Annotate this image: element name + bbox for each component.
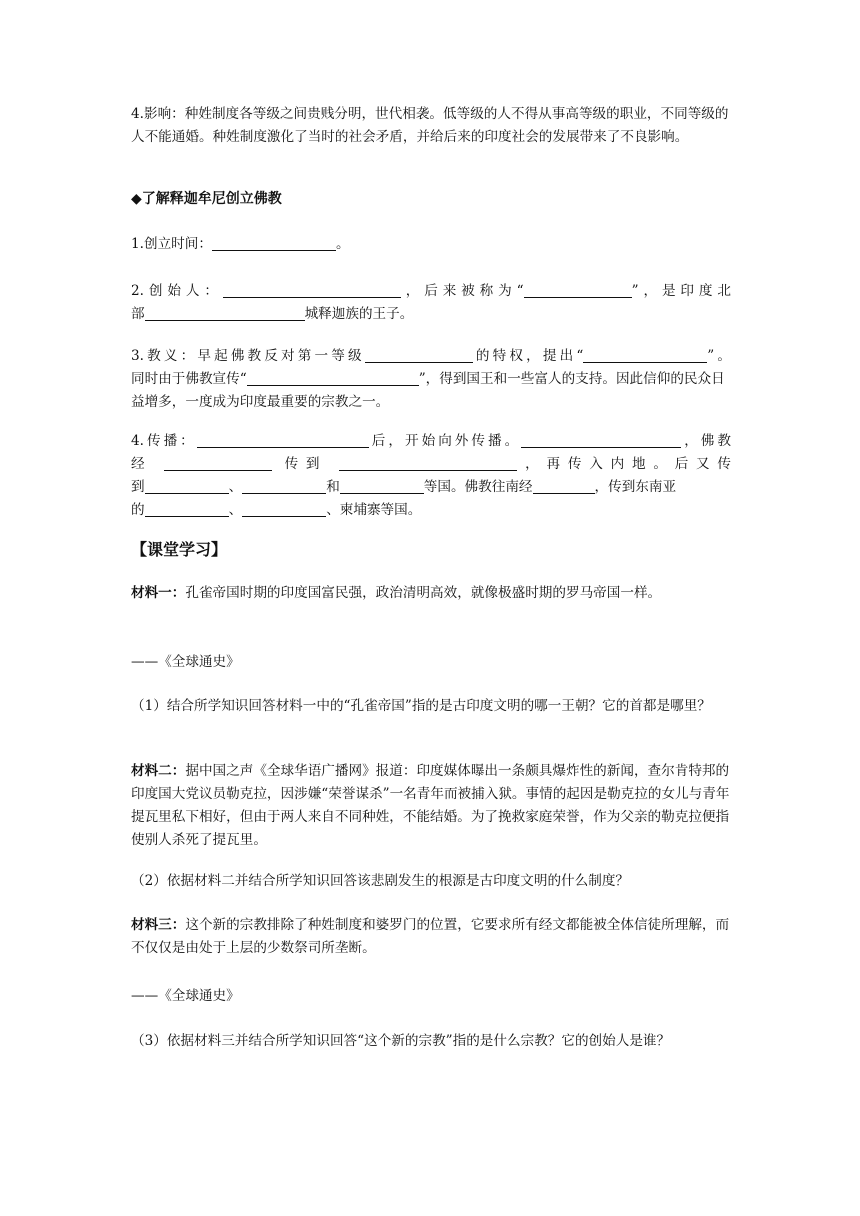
q4-text-n: 、柬埔寨等国。 — [326, 502, 422, 518]
q4-spread — [131, 430, 731, 522]
q4-text-c: ，佛教 — [681, 433, 732, 449]
q4-text-a: 4.传播： — [131, 433, 197, 449]
q2-text-a: 2.创始人： — [131, 283, 223, 299]
material-1 — [131, 582, 731, 605]
material-2 — [131, 760, 731, 852]
material-3-text: 这个新的宗教排除了种姓制度和婆罗门的位置，它要求所有经文都能被全体信徒所理解，而不仅仅是由处于上层的少数祭司所垄断。 — [131, 917, 730, 956]
q2-text-d: 部 — [131, 306, 145, 322]
q4-text-f: ，再传入内地。后又传 — [517, 456, 732, 472]
q4-text-g: 到 — [131, 479, 145, 495]
country-blank-3[interactable] — [340, 477, 424, 494]
founding-time-blank[interactable] — [212, 234, 336, 251]
spread-start-blank[interactable] — [197, 431, 369, 448]
q2-text-b: ，后来被称为“ — [400, 283, 524, 299]
material-1-text: 孔雀帝国时期的印度国富民强，政治清明高效，就像极盛时期的罗马帝国一样。 — [185, 585, 662, 601]
founder-title-blank[interactable] — [524, 281, 632, 298]
q3-text-c: ”。 — [707, 348, 731, 364]
q4-text-l: 的 — [131, 502, 145, 518]
q4-line-1 — [131, 430, 731, 453]
country-blank-2[interactable] — [242, 477, 326, 494]
question-2: （2）依据材料二并结合所学知识回答该悲剧发生的根源是古印度文明的什么制度？ — [131, 873, 630, 889]
q3-line-1 — [131, 345, 731, 368]
q4-line-3 — [131, 476, 731, 499]
buddhism-heading: ◆了解释迦牟尼创立佛教 — [131, 191, 282, 207]
question-3: （3）依据材料三并结合所学知识回答“这个新的宗教”指的是什么宗教？它的创始人是谁？ — [131, 1033, 671, 1049]
q2-line-2 — [131, 303, 731, 326]
q4-text-e: 传到 — [284, 456, 328, 472]
q2-text-c: ”，是印度北 — [631, 283, 731, 299]
q1-prefix: 1.创立时间： — [131, 236, 212, 252]
doctrine-blank[interactable] — [583, 346, 707, 363]
material-1-source: ——《全球通史》 — [131, 654, 240, 670]
sea-country-blank-1[interactable] — [145, 500, 229, 517]
q4-text-m: 、 — [228, 502, 243, 518]
q3-text-e: ”，得到国王和一些富人的支持。因此信仰的民众日益增多，一度成为印度最重要的宗教之一。 — [131, 371, 725, 410]
material-2-text: 据中国之声《全球华语广播网》报道：印度媒体曝出一条颇具爆炸性的新闻，查尔肯特邦的印度国大党议员勒克拉，因涉嫌“荣誉谋杀”一名青年而被捕入狱。事情的起因是勒克拉的女儿与青年提瓦里私下相好，但由于两人来自不同种姓，不能结婚。为了挽救家庭荣誉，作为父亲的勒克拉便指使别人杀死了提瓦里。 — [131, 763, 730, 848]
preaching-blank[interactable] — [247, 369, 419, 386]
q1-founding-time — [131, 233, 731, 256]
q4-text-h: 、 — [228, 479, 243, 495]
q4-text-b: 后，开始向外传播。 — [368, 433, 522, 449]
material-3-source: ——《全球通史》 — [131, 988, 240, 1004]
q3-text-d: 同时由于佛教宣传“ — [131, 371, 247, 387]
material-1-label: 材料一： — [131, 585, 186, 601]
route-blank[interactable] — [164, 454, 272, 471]
first-class-blank[interactable] — [365, 346, 473, 363]
destination-blank[interactable] — [339, 454, 517, 471]
question-1: （1）结合所学知识回答材料一中的“孔雀帝国”指的是古印度文明的哪一王朝？它的首都是哪里？ — [131, 698, 711, 714]
q4-text-i: 和 — [326, 479, 340, 495]
founder-name-blank[interactable] — [223, 281, 401, 298]
founder-city-blank[interactable] — [145, 304, 305, 321]
material-3 — [131, 914, 731, 960]
material-3-label: 材料三： — [131, 917, 186, 933]
q2-line-1 — [131, 280, 731, 303]
sea-country-blank-2[interactable] — [242, 500, 326, 517]
south-route-blank[interactable] — [533, 477, 595, 494]
classroom-section-title: 【课堂学习】 — [131, 540, 228, 559]
q1-suffix: 。 — [335, 236, 350, 252]
q4-line-2 — [131, 453, 731, 476]
q4-text-d: 经 — [131, 456, 153, 472]
spread-time-blank[interactable] — [521, 431, 681, 448]
q3-text-b: 的特权，提出“ — [472, 348, 584, 364]
q4-text-j: 等国。佛教往南经 — [423, 479, 533, 495]
q3-line-2 — [131, 368, 731, 414]
q3-text-a: 3.教义：早起佛教反对第一等级 — [131, 348, 365, 364]
country-blank-1[interactable] — [145, 477, 229, 494]
influence-paragraph: 4.影响：种姓制度各等级之间贵贱分明，世代相袭。低等级的人不得从事高等级的职业，不同等级的人不能通婚。种姓制度激化了当时的社会矛盾，并给后来的印度社会的发展带来了不良影响。 — [131, 106, 729, 145]
material-2-label: 材料二： — [131, 763, 186, 779]
q2-founder — [131, 280, 731, 326]
q2-text-e: 城释迦族的王子。 — [304, 306, 414, 322]
q4-line-4 — [131, 499, 731, 522]
q3-doctrine — [131, 345, 731, 414]
q4-text-k: ，传到东南亚 — [594, 479, 677, 495]
